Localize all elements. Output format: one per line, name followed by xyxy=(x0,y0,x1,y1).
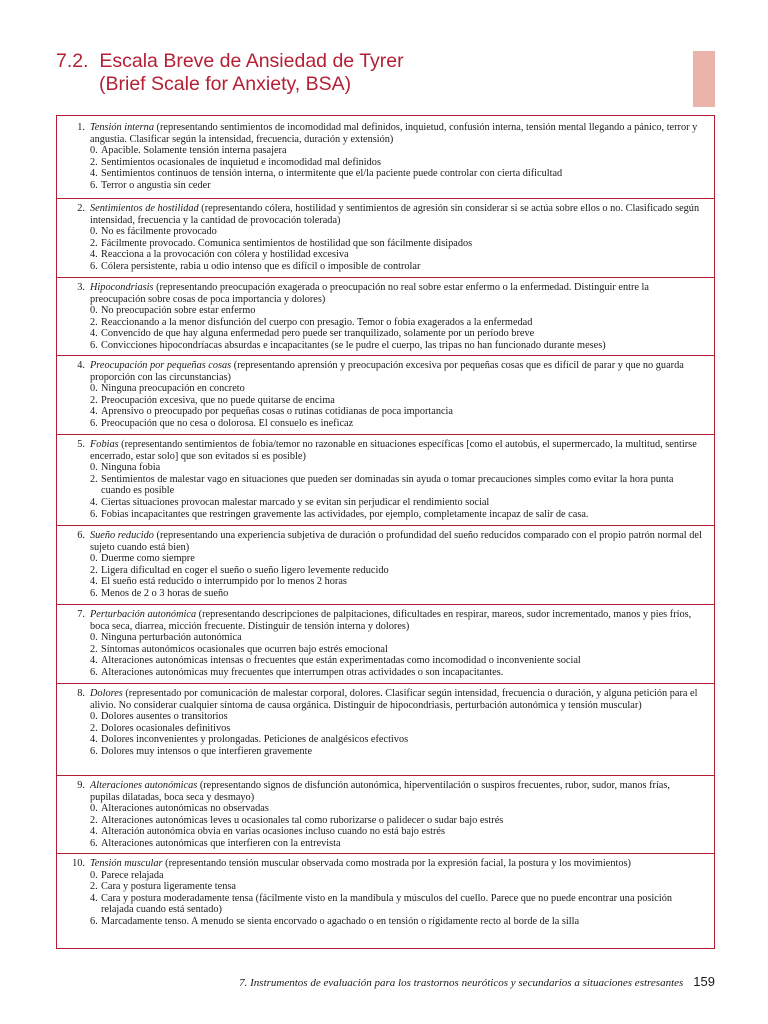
option-text: Fácilmente provocado. Comunica sentimientos de hostilidad que son fácilmente disipados xyxy=(101,237,473,249)
item-name: Tensión interna xyxy=(90,122,154,133)
page-number: 159 xyxy=(693,974,715,989)
item-definition: (representando una experiencia subjetiva de duración o profundidad del sueño reducidos comparado con el propio patrón normal del sujeto cuando está bien) xyxy=(90,530,702,553)
option-score: 6. xyxy=(90,339,98,351)
option-score: 2. xyxy=(90,316,98,328)
item-description xyxy=(90,122,702,145)
item-name: Perturbación autonómica xyxy=(90,609,197,620)
scale-item-7 xyxy=(57,604,714,683)
scale-item-9 xyxy=(57,775,714,853)
item-definition: (representando signos de disfunción autonómica, hiperventilación o suspiros frecuentes, rubor, sudor, manos frías, pupilas dilatadas, boca seca y desmayo) xyxy=(90,780,670,803)
option-score: 2. xyxy=(90,881,98,893)
option-score: 4. xyxy=(90,655,98,667)
response-option xyxy=(90,734,702,746)
page-footer xyxy=(230,974,715,991)
response-option xyxy=(90,632,702,644)
response-option xyxy=(90,565,702,577)
anxiety-scale-box xyxy=(56,115,715,949)
option-score: 6. xyxy=(90,666,98,678)
scale-item-5 xyxy=(57,434,714,525)
item-definition: (representando descripciones de palpitaciones, dificultades en respirar, mareos, sudor incrementado, manos y pies fríos, boca seca, diarrea, micción frecuente. Distinguir de tensión interna y dolores) xyxy=(90,609,692,632)
response-option xyxy=(90,815,702,827)
item-definition: (representando sentimientos de incomodidad mal definidos, inquietud, confusión interna, tensión mental llegando a pánico, terror y angustia. Clasificar según la intensidad, frecuencia, duración y extensión) xyxy=(90,122,698,145)
option-score: 0. xyxy=(90,803,98,815)
option-score: 0. xyxy=(90,383,98,395)
response-option xyxy=(90,249,702,261)
page-title xyxy=(56,50,656,96)
option-text: Ninguna preocupación en concreto xyxy=(101,383,245,395)
item-number: 8. xyxy=(77,688,85,699)
response-option xyxy=(90,462,702,474)
response-option xyxy=(90,826,702,838)
option-score: 2. xyxy=(90,722,98,734)
option-score: 0. xyxy=(90,553,98,565)
option-text: Terror o angustia sin ceder xyxy=(101,179,211,191)
response-option xyxy=(90,497,702,509)
option-text: Dolores inconvenientes y prolongadas. Peticiones de analgésicos efectivos xyxy=(101,734,409,746)
option-score: 2. xyxy=(90,473,98,485)
response-option xyxy=(90,667,702,679)
item-description xyxy=(90,530,702,553)
option-text: No preocupación sobre estar enfermo xyxy=(101,305,256,317)
item-name: Tensión muscular xyxy=(90,858,163,869)
option-text: Alteraciones autonómicas que interfieren con la entrevista xyxy=(101,837,341,849)
item-description xyxy=(90,780,702,803)
option-text: Alteraciones autonómicas no observadas xyxy=(101,803,269,815)
item-definition: (representando preocupación exagerada o preocupación no real sobre estar enfermo o la enfermedad. Distinguir entre la preocupación sobre cosas de poca importancia y dolores) xyxy=(90,282,649,305)
item-description xyxy=(90,858,702,870)
option-score: 6. xyxy=(90,745,98,757)
title-line-2: (Brief Scale for Anxiety, BSA) xyxy=(99,73,352,95)
option-text: Alteración autonómica obvia en varias ocasiones incluso cuando no está bajo estrés xyxy=(101,826,445,838)
response-option xyxy=(90,474,702,497)
item-definition: (representando tensión muscular observada como mostrada por la expresión facial, la postura y los movimientos) xyxy=(162,858,631,869)
option-score: 4. xyxy=(90,734,98,746)
response-option xyxy=(90,746,702,758)
option-text: Cara y postura moderadamente tensa (fácilmente visto en la mandíbula y músculos del cuello. Parece que no puede encontrar una posición relajada cuando está sentado) xyxy=(101,892,672,916)
item-number: 7. xyxy=(77,609,85,620)
item-description xyxy=(90,609,702,632)
option-text: Alteraciones autonómicas leves u ocasionales tal como ruborizarse o palidecer o sudar bajo estrés xyxy=(101,814,504,826)
response-option xyxy=(90,157,702,169)
response-option xyxy=(90,305,702,317)
response-option xyxy=(90,723,702,735)
option-score: 2. xyxy=(90,156,98,168)
option-text: Reaccionando a la menor disfunción del cuerpo con presagio. Temor o fobia exagerados a la enfermedad xyxy=(101,316,533,328)
option-score: 4. xyxy=(90,826,98,838)
option-score: 0. xyxy=(90,145,98,157)
option-text: Parece relajada xyxy=(101,869,164,881)
item-number: 10. xyxy=(72,858,85,869)
option-score: 4. xyxy=(90,576,98,588)
option-text: Ninguna perturbación autonómica xyxy=(101,632,242,644)
response-option xyxy=(90,226,702,238)
item-name: Sueño reducido xyxy=(90,530,154,541)
item-name: Hipocondriasis xyxy=(90,282,154,293)
item-description xyxy=(90,439,702,462)
response-option xyxy=(90,881,702,893)
option-score: 4. xyxy=(90,892,98,904)
option-text: Ciertas situaciones provocan malestar marcado y se evitan sin perjudicar el rendimiento social xyxy=(101,496,490,508)
response-option xyxy=(90,238,702,250)
scale-item-10 xyxy=(57,853,714,948)
option-text: Alteraciones autonómicas intensas o frecuentes que están experimentadas como incomodidad o inconveniente social xyxy=(101,655,581,667)
option-score: 2. xyxy=(90,237,98,249)
response-option xyxy=(90,553,702,565)
scale-item-4 xyxy=(57,355,714,434)
response-option xyxy=(90,576,702,588)
option-score: 6. xyxy=(90,508,98,520)
option-text: No es fácilmente provocado xyxy=(101,226,217,238)
option-score: 6. xyxy=(90,417,98,429)
section-number: 7.2. xyxy=(56,50,89,72)
item-description xyxy=(90,688,702,711)
item-number: 9. xyxy=(77,780,85,791)
option-text: Dolores ocasionales definitivos xyxy=(101,722,231,734)
scale-item-6 xyxy=(57,525,714,604)
option-score: 6. xyxy=(90,179,98,191)
option-text: Síntomas autonómicos ocasionales que ocurren bajo estrés emocional xyxy=(101,643,388,655)
item-name: Alteraciones autonómicas xyxy=(90,780,198,791)
option-text: Marcadamente tenso. A menudo se sienta encorvado o agachado o en tensión o rígidamente recto al borde de la silla xyxy=(101,915,580,927)
section-tab-marker xyxy=(693,51,715,107)
option-score: 6. xyxy=(90,260,98,272)
response-option xyxy=(90,261,702,273)
option-score: 2. xyxy=(90,643,98,655)
scale-item-8 xyxy=(57,683,714,775)
response-option xyxy=(90,180,702,192)
option-text: Duerme como siempre xyxy=(101,553,195,565)
item-number: 6. xyxy=(77,530,85,541)
option-text: El sueño está reducido o interrumpido por lo menos 2 horas xyxy=(101,576,347,588)
option-score: 0. xyxy=(90,305,98,317)
response-option xyxy=(90,340,702,352)
option-score: 0. xyxy=(90,632,98,644)
option-score: 6. xyxy=(90,837,98,849)
title-line-1 xyxy=(56,50,656,73)
item-description xyxy=(90,203,702,226)
item-number: 3. xyxy=(77,282,85,293)
option-text: Sentimientos continuos de tensión interna, o intermitente que el/la paciente puede controlar con cierta dificultad xyxy=(101,168,563,180)
option-text: Alteraciones autonómicas muy frecuentes que interrumpen otras actividades o son incapacitantes. xyxy=(101,666,504,678)
option-text: Ligera dificultad en coger el sueño o sueño ligero levemente reducido xyxy=(101,564,389,576)
option-text: Ninguna fobia xyxy=(101,462,161,474)
response-option xyxy=(90,383,702,395)
item-definition: (representado por comunicación de malestar corporal, dolores. Clasificar según intensidad, frecuencia o duración, y alguna petición para el alivio. No considerar cualquier síntoma de causa orgánica. Distinguir de hipocondriasis, perturbación autonómica y tensión muscular) xyxy=(90,688,698,711)
option-text: Preocupación excesiva, que no puede quitarse de encima xyxy=(101,394,335,406)
item-name: Preocupación por pequeñas cosas xyxy=(90,360,232,371)
option-text: Menos de 2 o 3 horas de sueño xyxy=(101,587,229,599)
option-text: Apacible. Solamente tensión interna pasajera xyxy=(101,145,287,157)
item-name: Fobias xyxy=(90,439,119,450)
response-option xyxy=(90,588,702,600)
option-text: Dolores muy intensos o que interfieren gravemente xyxy=(101,745,313,757)
item-definition: (representando cólera, hostilidad y sentimientos de agresión sin considerar si se actúa sobre ellos o no. Clasificado según intensidad, frecuencia y la cantidad de provocación tolerada) xyxy=(90,203,700,226)
response-option xyxy=(90,870,702,882)
option-score: 0. xyxy=(90,711,98,723)
item-description xyxy=(90,282,702,305)
response-option xyxy=(90,418,702,430)
option-text: Cólera persistente, rabia u odio intenso que es difícil o imposible de controlar xyxy=(101,260,421,272)
item-name: Sentimientos de hostilidad xyxy=(90,203,199,214)
option-score: 6. xyxy=(90,587,98,599)
option-score: 4. xyxy=(90,496,98,508)
option-text: Cara y postura ligeramente tensa xyxy=(101,881,236,893)
response-option xyxy=(90,711,702,723)
response-option xyxy=(90,655,702,667)
response-option xyxy=(90,395,702,407)
option-score: 2. xyxy=(90,394,98,406)
option-score: 6. xyxy=(90,915,98,927)
option-text: Preocupación que no cesa o dolorosa. El consuelo es ineficaz xyxy=(101,417,354,429)
option-score: 4. xyxy=(90,249,98,261)
option-score: 4. xyxy=(90,168,98,180)
scale-item-3 xyxy=(57,277,714,355)
option-text: Convicciones hipocondríacas absurdas e incapacitantes (se le pudre el cuerpo, las tripas no han funcionado durante meses) xyxy=(101,339,606,351)
title-text-1: Escala Breve de Ansiedad de Tyrer xyxy=(99,50,404,72)
item-name: Dolores xyxy=(90,688,123,699)
response-option xyxy=(90,893,702,916)
response-option xyxy=(90,916,702,928)
item-definition: (representando sentimientos de fobia/temor no razonable en situaciones específicas [como el autobús, el supermercado, la multitud, sentirse encerrado, estar solo] que son evitados si es posible) xyxy=(90,439,697,462)
option-text: Convencido de que hay alguna enfermedad pero puede ser tranquilizado, solamente por un período breve xyxy=(101,328,535,340)
response-option xyxy=(90,406,702,418)
option-text: Reacciona a la provocación con cólera y hostilidad excesiva xyxy=(101,249,349,261)
option-score: 0. xyxy=(90,226,98,238)
option-score: 0. xyxy=(90,462,98,474)
option-text: Sentimientos ocasionales de inquietud e incomodidad mal definidos xyxy=(101,156,381,168)
item-number: 4. xyxy=(77,360,85,371)
option-score: 2. xyxy=(90,814,98,826)
response-option xyxy=(90,145,702,157)
footer-chapter-text: 7. Instrumentos de evaluación para los trastornos neuróticos y secundarios a situaciones estresantes xyxy=(239,977,684,989)
scale-item-2 xyxy=(57,198,714,277)
item-number: 2. xyxy=(77,203,85,214)
option-text: Fobias incapacitantes que restringen gravemente las actividades, por ejemplo, completamente incapaz de salir de casa. xyxy=(101,508,589,520)
response-option xyxy=(90,317,702,329)
option-score: 2. xyxy=(90,564,98,576)
item-number: 1. xyxy=(77,122,85,133)
response-option xyxy=(90,328,702,340)
response-option xyxy=(90,509,702,521)
option-score: 0. xyxy=(90,869,98,881)
scale-item-1 xyxy=(57,119,714,198)
option-text: Dolores ausentes o transitorios xyxy=(101,711,228,723)
item-description xyxy=(90,360,702,383)
response-option xyxy=(90,803,702,815)
item-definition: (representando aprensión y preocupación excesiva por pequeñas cosas que es difícil de parar y que no guarda proporción con las circunstancias) xyxy=(90,360,684,383)
response-option xyxy=(90,838,702,850)
response-option xyxy=(90,644,702,656)
option-text: Sentimientos de malestar vago en situaciones que pueden ser dominadas sin ayuda o tomar precauciones simples como evitar la hora punta cuando es posible xyxy=(101,473,674,497)
option-score: 4. xyxy=(90,406,98,418)
option-score: 4. xyxy=(90,328,98,340)
option-text: Aprensivo o preocupado por pequeñas cosas o rutinas cotidianas de poca importancia xyxy=(101,406,453,418)
item-number: 5. xyxy=(77,439,85,450)
response-option xyxy=(90,168,702,180)
